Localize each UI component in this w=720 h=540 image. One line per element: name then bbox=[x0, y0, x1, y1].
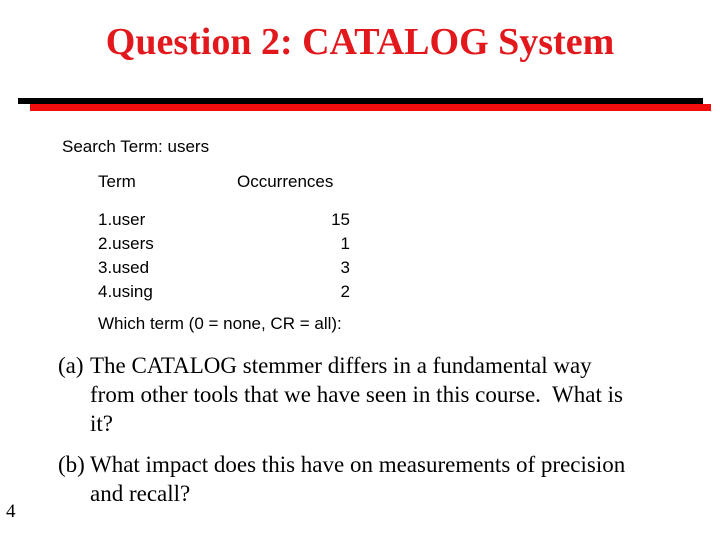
column-header-occurrences: Occurrences bbox=[237, 172, 334, 191]
question-a-text bbox=[90, 351, 680, 438]
term-cell: 1.user bbox=[98, 210, 146, 229]
table-row bbox=[98, 208, 350, 232]
question-b-line: and recall? bbox=[90, 481, 191, 506]
page-number: 4 bbox=[6, 501, 16, 522]
occurrences-cell: 2 bbox=[340, 282, 350, 301]
title-rule-red bbox=[30, 104, 711, 111]
occurrences-cell: 1 bbox=[340, 234, 350, 253]
term-cell: 4.using bbox=[98, 282, 153, 301]
term-cell: 3.used bbox=[98, 258, 150, 277]
search-term-line: Search Term: users bbox=[62, 137, 210, 156]
question-a-line: from other tools that we have seen in this course. What is bbox=[90, 382, 623, 407]
question-b bbox=[58, 450, 680, 508]
question-a-line: The CATALOG stemmer differs in a fundamental way bbox=[90, 353, 592, 378]
question-a-line: it? bbox=[90, 411, 113, 436]
question-a bbox=[58, 351, 680, 438]
term-cell: 2.users bbox=[98, 234, 154, 253]
table-row bbox=[98, 232, 350, 256]
page-title: Question 2: CATALOG System bbox=[105, 21, 615, 63]
table-header bbox=[98, 172, 358, 192]
question-b-text bbox=[90, 450, 680, 508]
column-header-term: Term bbox=[98, 172, 136, 191]
table-row bbox=[98, 280, 350, 304]
terminal-prompt-line: Which term (0 = none, CR = all): bbox=[98, 314, 342, 333]
table-row bbox=[98, 256, 350, 280]
occurrences-cell: 15 bbox=[331, 210, 350, 229]
occurrences-cell: 3 bbox=[340, 258, 350, 277]
question-a-label: (a) bbox=[58, 353, 84, 378]
question-b-label: (b) bbox=[58, 452, 85, 477]
table-rows bbox=[98, 208, 350, 304]
question-b-line: What impact does this have on measurements of precision bbox=[90, 452, 626, 477]
